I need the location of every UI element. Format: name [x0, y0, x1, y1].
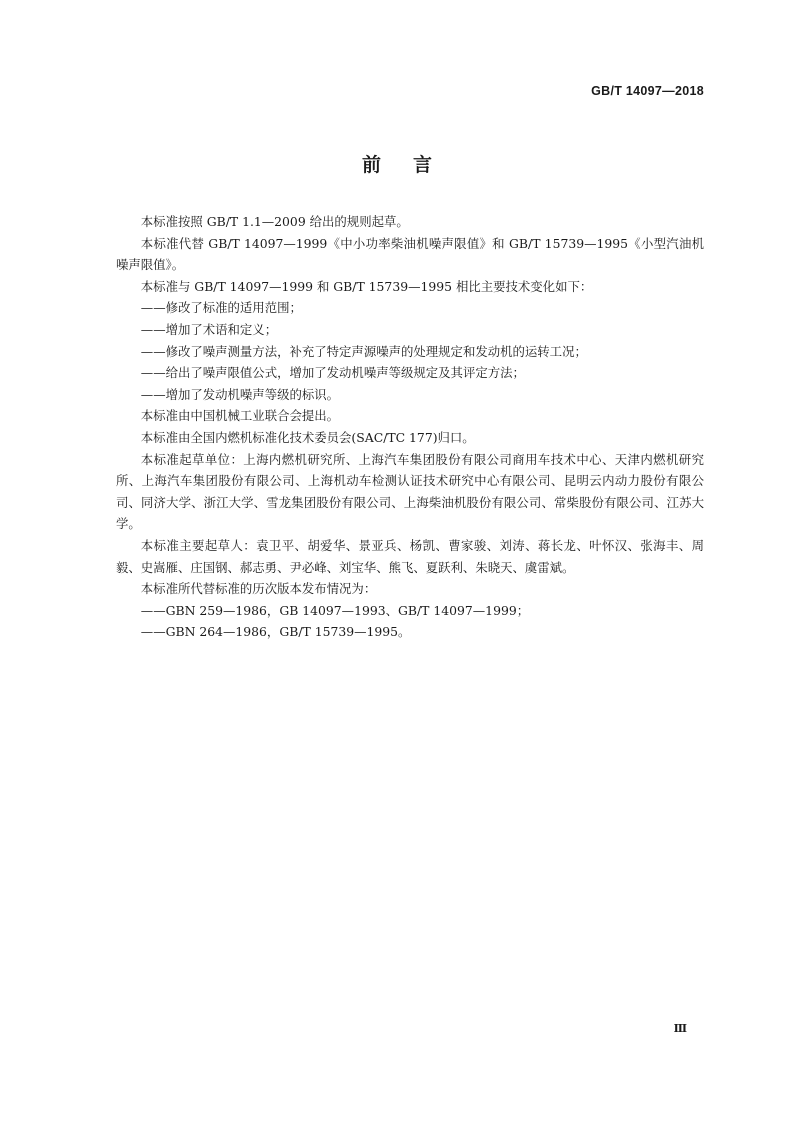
paragraph-drafters: 本标准主要起草人：袁卫平、胡爱华、景亚兵、杨凯、曹家骏、刘涛、蒋长龙、叶怀汉、张海丰、周毅、史嵩雁、庄国钢、郝志勇、尹必峰、刘宝华、熊飞、夏跃利、朱晓天、虞雷斌。 — [116, 537, 704, 575]
list-item-change-method: ——修改了噪声测量方法，补充了特定声源噪声的处理规定和发动机的运转工况； — [140, 343, 587, 359]
page-number: Ⅲ — [673, 1022, 687, 1035]
paragraph-drafting-units: 本标准起草单位：上海内燃机研究所、上海汽车集团股份有限公司商用车技术中心、天津内燃机研究所、上海汽车集团股份有限公司、上海机动车检测认证技术研究中心有限公司、昆明云内动力股份有限公司、同济大学、浙江大学、雪龙集团股份有限公司、上海柴油机股份有限公司、常柴股份有限公司、江苏大学。 — [116, 451, 704, 532]
paragraph-proposed-by: 本标准由中国机械工业联合会提出。 — [140, 408, 340, 424]
page-title: 前言 — [361, 154, 464, 176]
list-item-history-1: ——GBN 259—1986，GB 14097—1993、GB/T 14097—1999； — [140, 602, 530, 618]
foreword-body — [116, 211, 704, 643]
list-item-change-terms: ——增加了术语和定义； — [140, 321, 278, 337]
list-item-change-marking: ——增加了发动机噪声等级的标识。 — [140, 386, 340, 402]
list-item-history-2: ——GBN 264—1986，GB/T 15739—1995。 — [140, 624, 411, 640]
paragraph-changes-intro: 本标准与 GB/T 14097—1999 和 GB/T 15739—1995 相比主要技术变化如下： — [140, 278, 593, 294]
paragraph-drafting-rules: 本标准按照 GB/T 1.1—2009 给出的规则起草。 — [140, 214, 409, 229]
standard-code: GB/T 14097—2018 — [591, 84, 704, 98]
list-item-change-formula: ——给出了噪声限值公式，增加了发动机噪声等级规定及其评定方法； — [140, 365, 525, 381]
paragraph-technical-committee: 本标准由全国内燃机标准化技术委员会(SAC/TC 177)归口。 — [140, 429, 475, 445]
paragraph-replaces: 本标准代替 GB/T 14097—1999《中小功率柴油机噪声限值》和 GB/T 15739—1995《小型汽油机噪声限值》。 — [116, 235, 704, 273]
list-item-change-scope: ——修改了标准的适用范围； — [140, 300, 302, 316]
paragraph-history-intro: 本标准所代替标准的历次版本发布情况为： — [140, 581, 377, 597]
